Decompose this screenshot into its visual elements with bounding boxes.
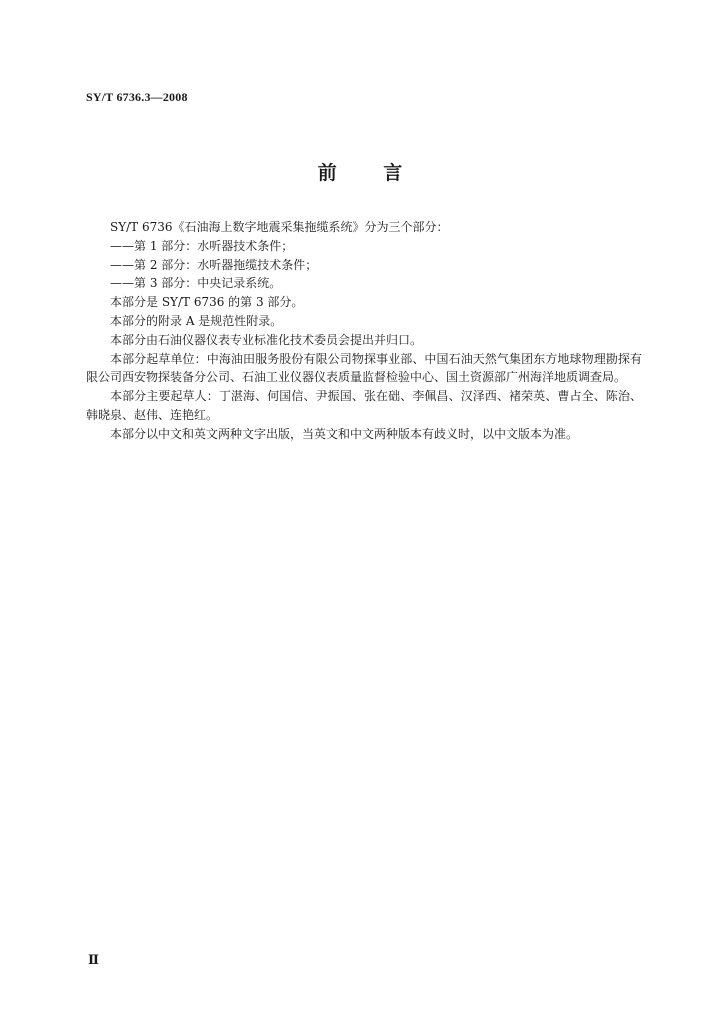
paragraph-proposer: 本部分由石油仪器仪表专业标准化技术委员会提出并归口。 [110, 332, 423, 347]
list-item-part-2: ——第 2 部分：水听器拖缆技术条件； [110, 257, 318, 272]
list-item-part-1: ——第 1 部分：水听器技术条件； [110, 238, 294, 253]
paragraph-intro: SY/T 6736《石油海上数字地震采集拖缆系统》分为三个部分： [110, 220, 449, 234]
foreword-body [86, 218, 642, 444]
list-item-part-3: ——第 3 部分：中央记录系统。 [110, 276, 282, 291]
page-number: Ⅱ [88, 952, 99, 967]
paragraph-drafters: 本部分主要起草人：丁湛海、何国信、尹振国、张在础、李佩昌、汉泽西、褚荣英、曹占全、陈治、韩晓泉、赵伟、连艳红。 [86, 389, 642, 422]
paragraph-drafting-units: 本部分起草单位：中海油田服务股份有限公司物探事业部、中国石油天然气集团东方地球物理勘探有限公司西安物探装备分公司、石油工业仪器仪表质量监督检验中心、国土资源部广州海洋地质调查局。 [86, 351, 642, 385]
paragraph-part-statement: 本部分是 SY/T 6736 的第 3 部分。 [110, 295, 304, 310]
page-title: 前 言 [317, 162, 405, 184]
paragraph-appendix: 本部分的附录 A 是规范性附录。 [110, 313, 283, 328]
standard-code: SY/T 6736.3—2008 [86, 90, 188, 104]
paragraph-language: 本部分以中文和英文两种文字出版，当英文和中文两种版本有歧义时，以中文版本为准。 [110, 426, 579, 441]
